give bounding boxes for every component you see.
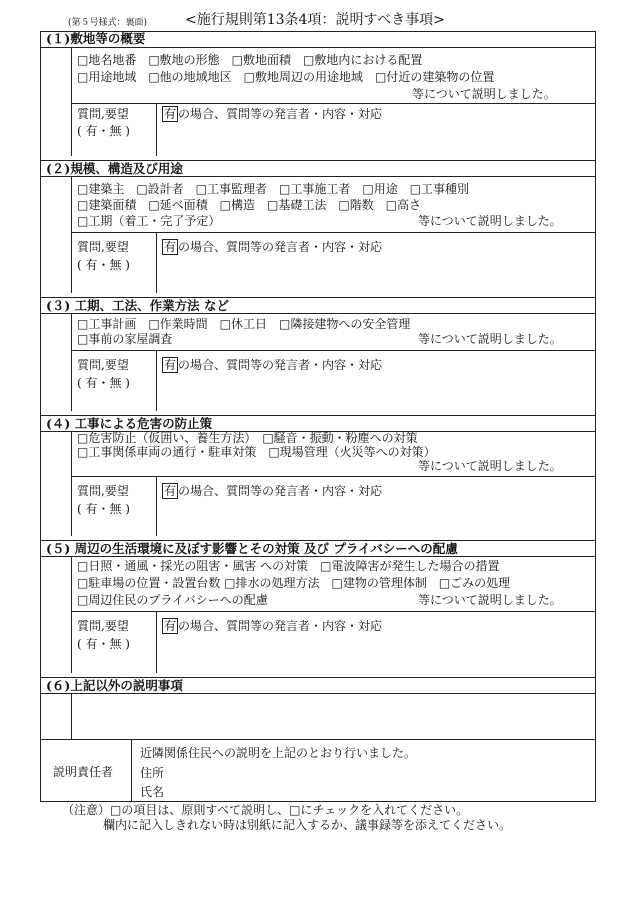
section-4-heading: (４) 工事による危害の防止策 — [46, 416, 213, 431]
name-field[interactable] — [170, 783, 590, 800]
section-2-response-area[interactable] — [157, 256, 595, 292]
section-3-question-label: 質問,要望 — [77, 358, 129, 372]
address-label: 住所 — [140, 766, 165, 780]
section-6-header — [40, 677, 596, 694]
section-1-note: 等について説明しました。 — [412, 87, 556, 101]
page-title: <施行規則第13条4項：説明すべき事項> — [185, 12, 445, 28]
section-6-response-area[interactable] — [72, 695, 595, 739]
section-4-question-text: の場合、質問等の発言者・内容・対応 — [178, 484, 383, 498]
section-1-yes-box: 有 — [164, 107, 177, 121]
section-5-heading: (５) 周辺の生活環境に及ぼす影響とその対策 及び プライバシーへの配慮 — [46, 541, 458, 556]
section-3-line-2[interactable]: □事前の家屋調査 — [77, 332, 173, 346]
section-1 — [40, 31, 596, 156]
section-3 — [40, 297, 596, 411]
section-3-question-choice[interactable]: ( 有・無 ) — [77, 376, 130, 390]
section-3-line-1[interactable]: □工事計画 □作業時間 □休工日 □隣接建物への安全管理 — [77, 317, 411, 331]
section-4-question-label: 質問,要望 — [77, 484, 129, 498]
section-5-question-text: の場合、質問等の発言者・内容・対応 — [178, 619, 383, 633]
section-1-question-label: 質問,要望 — [77, 107, 129, 121]
section-3-note: 等について説明しました。 — [418, 332, 562, 346]
section-2-line-1[interactable]: □建築主 □設計者 □工事監理者 □工事施工者 □用途 □工事種別 — [77, 182, 470, 196]
section-4-question-choice[interactable]: ( 有・無 ) — [77, 502, 130, 516]
section-2-question-text: の場合、質問等の発言者・内容・対応 — [178, 240, 383, 254]
address-field[interactable] — [170, 764, 590, 781]
section-2 — [40, 160, 596, 293]
section-2-question-choice[interactable]: ( 有・無 ) — [77, 258, 130, 272]
footnote-line-2: 欄内に記入しきれない時は別紙に記入するか、議事録等を添えてください。 — [103, 818, 512, 832]
section-4-response-area[interactable] — [157, 500, 595, 535]
section-4-yes-box: 有 — [164, 484, 177, 498]
section-5-note: 等について説明しました。 — [418, 593, 562, 607]
responsible-label: 説明責任者 — [53, 765, 114, 779]
section-5-question-choice[interactable]: ( 有・無 ) — [77, 637, 130, 651]
section-5-line-3[interactable]: □周辺住民のプライバシーへの配慮 — [77, 593, 268, 607]
section-3-header — [40, 297, 596, 314]
section-6 — [40, 677, 596, 740]
section-2-question-label: 質問,要望 — [77, 240, 129, 254]
section-5-line-2[interactable]: □駐車場の位置・設置台数 □排水の処理方法 □建物の管理体制 □ごみの処理 — [77, 576, 511, 590]
form-number: (第５号様式：裏面) — [68, 18, 148, 28]
section-4-note: 等について説明しました。 — [418, 459, 562, 473]
section-1-question-choice[interactable]: ( 有・無 ) — [77, 124, 130, 138]
section-1-line-1[interactable]: □地名地番 □敷地の形態 □敷地面積 □敷地内における配置 — [77, 53, 423, 67]
section-5 — [40, 540, 596, 673]
section-1-response-area[interactable] — [157, 123, 595, 155]
name-label: 氏名 — [140, 785, 165, 799]
section-2-line-3[interactable]: □工期（着工・完了予定） — [77, 214, 221, 228]
section-2-header — [40, 160, 596, 177]
section-1-question-text: の場合、質問等の発言者・内容・対応 — [178, 107, 383, 121]
section-2-yes-box: 有 — [164, 240, 177, 254]
section-5-response-area[interactable] — [157, 635, 595, 672]
section-5-yes-box: 有 — [164, 619, 177, 633]
section-1-header — [40, 31, 596, 48]
section-4 — [40, 415, 596, 536]
section-1-heading: (１)敷地等の概要 — [46, 31, 146, 46]
section-5-question-label: 質問,要望 — [77, 619, 129, 633]
section-6-heading: (６)上記以外の説明事項 — [46, 678, 183, 693]
section-4-line-2[interactable]: □工事関係車両の通行・駐車対策 □現場管理（火災等への対策） — [77, 445, 436, 459]
section-4-header — [40, 415, 596, 432]
section-3-yes-box: 有 — [164, 358, 177, 372]
section-5-line-1[interactable]: □日照・通風・採光の阻害・風害 への対策 □電波障害が発生した場合の措置 — [77, 559, 500, 573]
section-2-line-2[interactable]: □建築面積 □延べ面積 □構造 □基礎工法 □階数 □高さ — [77, 198, 422, 212]
section-2-note: 等について説明しました。 — [418, 214, 562, 228]
footnote-line-1: （注意）□の項目は、原則すべて説明し、□にチェックを入れてください。 — [62, 803, 469, 817]
section-3-question-text: の場合、質問等の発言者・内容・対応 — [178, 358, 383, 372]
section-3-response-area[interactable] — [157, 375, 595, 410]
section-1-line-2[interactable]: □用途地域 □他の地域地区 □敷地周辺の用途地域 □付近の建築物の位置 — [77, 70, 495, 84]
section-5-header — [40, 540, 596, 557]
section-4-line-1[interactable]: □危害防止（仮囲い、養生方法） □騒音・振動・粉塵への対策 — [77, 431, 418, 445]
section-2-heading: (２)規模、構造及び用途 — [46, 161, 183, 176]
responsible-statement: 近隣関係住民への説明を上記のとおり行いました。 — [140, 746, 417, 760]
section-3-heading: (３) 工期、工法、作業方法 など — [46, 298, 230, 313]
